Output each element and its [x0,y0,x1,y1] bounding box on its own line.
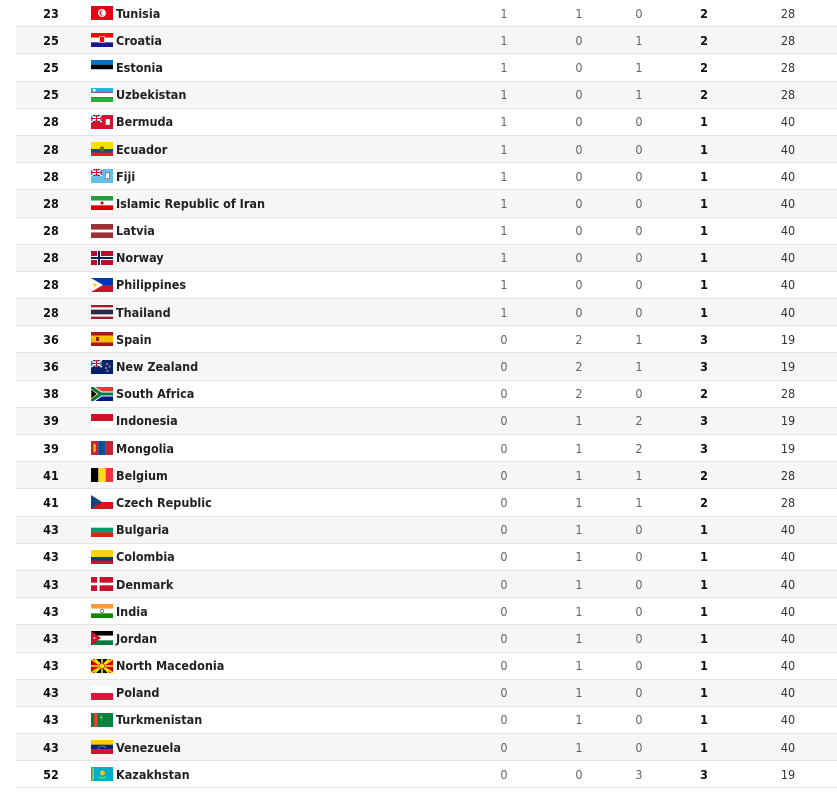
silver-count: 1 [575,576,583,592]
gold-count: 0 [500,766,508,782]
bronze-count: 0 [635,658,643,674]
silver-count: 0 [575,59,583,75]
silver-count: 1 [575,685,583,701]
table-row[interactable] [16,489,837,516]
silver-count: 0 [575,32,583,48]
total-count: 1 [700,603,708,619]
total-count: 1 [700,549,708,565]
country-name[interactable]: Czech Republic [116,494,212,510]
rank-cell: 36 [43,359,59,375]
flag-norway-icon [91,251,113,265]
silver-count: 1 [575,5,583,21]
rank-by-total: 40 [780,522,796,538]
rank-by-total: 19 [780,413,796,429]
bronze-count: 0 [635,304,643,320]
table-row[interactable] [16,0,837,27]
silver-count: 1 [575,739,583,755]
country-name[interactable]: Kazakhstan [116,766,190,782]
table-row[interactable] [16,653,837,680]
total-count: 2 [700,467,708,483]
rank-by-total: 19 [780,359,796,375]
flag-iran-icon [91,196,113,210]
flag-india-icon [91,604,113,618]
bronze-count: 0 [635,576,643,592]
gold-count: 0 [500,603,508,619]
silver-count: 1 [575,413,583,429]
table-row[interactable] [16,326,837,353]
country-name[interactable]: Norway [116,250,164,266]
rank-cell: 41 [43,494,59,510]
total-count: 2 [700,32,708,48]
bronze-count: 1 [635,87,643,103]
total-count: 1 [700,712,708,728]
country-name[interactable]: Belgium [116,467,168,483]
table-row[interactable] [16,761,837,788]
flag-estonia-icon [91,60,113,74]
rank-cell: 43 [43,739,59,755]
country-name[interactable]: Ecuador [116,141,168,157]
gold-count: 1 [500,250,508,266]
gold-count: 1 [500,32,508,48]
flag-belgium-icon [91,468,113,482]
bronze-count: 0 [635,603,643,619]
country-name[interactable]: Indonesia [116,413,178,429]
table-row[interactable] [16,680,837,707]
rank-cell: 43 [43,630,59,646]
rank-cell: 25 [43,59,59,75]
flag-bulgaria-icon [91,523,113,537]
rank-cell: 41 [43,467,59,483]
rank-by-total: 28 [780,494,796,510]
rank-cell: 38 [43,386,59,402]
rank-by-total: 40 [780,168,796,184]
rank-by-total: 40 [780,658,796,674]
bronze-count: 0 [635,739,643,755]
total-count: 1 [700,114,708,130]
bronze-count: 0 [635,386,643,402]
table-row[interactable] [16,163,837,190]
silver-count: 0 [575,87,583,103]
bronze-count: 0 [635,277,643,293]
rank-cell: 28 [43,114,59,130]
bronze-count: 1 [635,494,643,510]
rank-by-total: 28 [780,386,796,402]
country-name[interactable]: Estonia [116,59,163,75]
gold-count: 1 [500,304,508,320]
gold-count: 1 [500,87,508,103]
table-row[interactable] [16,517,837,544]
total-count: 1 [700,195,708,211]
gold-count: 0 [500,359,508,375]
gold-count: 1 [500,195,508,211]
bronze-count: 0 [635,168,643,184]
bronze-count: 0 [635,522,643,538]
total-count: 2 [700,5,708,21]
gold-count: 0 [500,413,508,429]
gold-count: 1 [500,5,508,21]
country-name[interactable]: Philippines [116,277,187,293]
gold-count: 0 [500,630,508,646]
gold-count: 0 [500,331,508,347]
flag-kazakhstan-icon [91,767,113,781]
rank-cell: 39 [43,413,59,429]
rank-cell: 43 [43,658,59,674]
rank-by-total: 28 [780,32,796,48]
silver-count: 0 [575,766,583,782]
rank-by-total: 19 [780,331,796,347]
flag-denmark-icon [91,577,113,591]
table-row[interactable] [16,54,837,81]
country-name[interactable]: Croatia [116,32,162,48]
flag-latvia-icon [91,224,113,238]
total-count: 1 [700,685,708,701]
silver-count: 0 [575,141,583,157]
gold-count: 0 [500,712,508,728]
rank-by-total: 28 [780,87,796,103]
silver-count: 2 [575,359,583,375]
table-row[interactable] [16,299,837,326]
rank-cell: 25 [43,32,59,48]
gold-count: 0 [500,440,508,456]
silver-count: 1 [575,630,583,646]
bronze-count: 1 [635,32,643,48]
country-name[interactable]: Jordan [116,630,158,646]
flag-croatia-icon [91,33,113,47]
gold-count: 0 [500,386,508,402]
rank-by-total: 40 [780,685,796,701]
country-name[interactable]: Colombia [116,549,175,565]
gold-count: 0 [500,739,508,755]
rank-cell: 39 [43,440,59,456]
silver-count: 1 [575,712,583,728]
flag-ecuador-icon [91,142,113,156]
total-count: 3 [700,440,708,456]
bronze-count: 0 [635,685,643,701]
country-name[interactable]: Bermuda [116,114,174,130]
table-row[interactable] [16,544,837,571]
gold-count: 1 [500,277,508,293]
flag-bermuda-icon [91,115,113,129]
total-count: 1 [700,277,708,293]
total-count: 3 [700,766,708,782]
table-row[interactable] [16,571,837,598]
table-row[interactable] [16,734,837,761]
gold-count: 1 [500,59,508,75]
total-count: 1 [700,223,708,239]
country-name[interactable]: Venezuela [116,739,181,755]
rank-by-total: 40 [780,712,796,728]
silver-count: 0 [575,168,583,184]
silver-count: 0 [575,304,583,320]
bronze-count: 3 [635,766,643,782]
flag-uzbekistan-icon [91,88,113,102]
silver-count: 2 [575,331,583,347]
bronze-count: 1 [635,59,643,75]
silver-count: 0 [575,223,583,239]
table-row[interactable] [16,245,837,272]
total-count: 1 [700,658,708,674]
bronze-count: 0 [635,141,643,157]
table-row[interactable] [16,353,837,380]
flag-colombia-icon [91,550,113,564]
rank-by-total: 40 [780,576,796,592]
rank-cell: 28 [43,195,59,211]
total-count: 3 [700,331,708,347]
total-count: 3 [700,359,708,375]
country-name[interactable]: Thailand [116,304,171,320]
flag-jordan-icon [91,631,113,645]
table-row[interactable] [16,27,837,54]
country-name[interactable]: Poland [116,685,160,701]
rank-cell: 52 [43,766,59,782]
rank-by-total: 40 [780,114,796,130]
country-name[interactable]: Turkmenistan [116,712,203,728]
rank-by-total: 19 [780,440,796,456]
silver-count: 1 [575,603,583,619]
flag-north-macedonia-icon [91,659,113,673]
silver-count: 2 [575,386,583,402]
rank-cell: 36 [43,331,59,347]
flag-venezuela-icon [91,740,113,754]
rank-cell: 28 [43,250,59,266]
total-count: 1 [700,250,708,266]
country-name[interactable]: Uzbekistan [116,87,187,103]
table-row[interactable] [16,598,837,625]
table-row[interactable] [16,272,837,299]
rank-by-total: 40 [780,141,796,157]
flag-fiji-icon [91,169,113,183]
rank-by-total: 40 [780,630,796,646]
total-count: 1 [700,522,708,538]
flag-czech-republic-icon [91,495,113,509]
rank-cell: 43 [43,603,59,619]
flag-mongolia-icon [91,441,113,455]
bronze-count: 2 [635,440,643,456]
silver-count: 1 [575,494,583,510]
country-name[interactable]: South Africa [116,386,195,402]
rank-by-total: 28 [780,467,796,483]
bronze-count: 0 [635,549,643,565]
country-name[interactable]: Spain [116,331,152,347]
country-name[interactable]: Fiji [116,168,136,184]
bronze-count: 1 [635,359,643,375]
rank-by-total: 28 [780,59,796,75]
bronze-count: 0 [635,250,643,266]
gold-count: 1 [500,141,508,157]
country-name[interactable]: Bulgaria [116,522,170,538]
table-row[interactable] [16,625,837,652]
total-count: 1 [700,739,708,755]
rank-by-total: 40 [780,250,796,266]
silver-count: 0 [575,250,583,266]
gold-count: 0 [500,494,508,510]
country-name[interactable]: India [116,603,148,619]
medal-table [16,0,837,788]
gold-count: 1 [500,114,508,130]
bronze-count: 0 [635,114,643,130]
bronze-count: 2 [635,413,643,429]
table-row[interactable] [16,462,837,489]
rank-cell: 28 [43,304,59,320]
flag-new-zealand-icon [91,360,113,374]
table-row[interactable] [16,408,837,435]
rank-cell: 28 [43,223,59,239]
bronze-count: 1 [635,467,643,483]
rank-cell: 43 [43,522,59,538]
rank-cell: 43 [43,576,59,592]
country-name[interactable]: Tunisia [116,5,161,21]
flag-thailand-icon [91,305,113,319]
rank-by-total: 40 [780,603,796,619]
table-row[interactable] [16,190,837,217]
silver-count: 1 [575,467,583,483]
gold-count: 0 [500,576,508,592]
bronze-count: 0 [635,5,643,21]
country-name[interactable]: New Zealand [116,359,199,375]
country-name[interactable]: Mongolia [116,440,174,456]
rank-cell: 43 [43,712,59,728]
rank-by-total: 40 [780,223,796,239]
table-row[interactable] [16,136,837,163]
rank-by-total: 40 [780,739,796,755]
total-count: 2 [700,494,708,510]
table-row[interactable] [16,707,837,734]
bronze-count: 0 [635,712,643,728]
rank-cell: 43 [43,549,59,565]
total-count: 1 [700,141,708,157]
bronze-count: 0 [635,630,643,646]
country-name[interactable]: Latvia [116,223,155,239]
bronze-count: 0 [635,223,643,239]
bronze-count: 0 [635,195,643,211]
total-count: 2 [700,59,708,75]
rank-by-total: 40 [780,304,796,320]
flag-tunisia-icon [91,6,113,20]
table-row[interactable] [16,435,837,462]
table-row[interactable] [16,381,837,408]
total-count: 2 [700,386,708,402]
flag-philippines-icon [91,278,113,292]
rank-cell: 28 [43,168,59,184]
flag-spain-icon [91,332,113,346]
silver-count: 0 [575,277,583,293]
country-name[interactable]: North Macedonia [116,658,225,674]
rank-cell: 23 [43,5,59,21]
rank-by-total: 40 [780,277,796,293]
rank-by-total: 40 [780,195,796,211]
silver-count: 1 [575,522,583,538]
rank-by-total: 40 [780,549,796,565]
silver-count: 1 [575,549,583,565]
rank-by-total: 28 [780,5,796,21]
total-count: 1 [700,630,708,646]
silver-count: 0 [575,195,583,211]
silver-count: 1 [575,440,583,456]
gold-count: 0 [500,685,508,701]
bronze-count: 1 [635,331,643,347]
flag-poland-icon [91,686,113,700]
total-count: 1 [700,168,708,184]
rank-cell: 28 [43,277,59,293]
total-count: 2 [700,87,708,103]
gold-count: 0 [500,522,508,538]
table-row[interactable] [16,82,837,109]
table-row[interactable] [16,109,837,136]
silver-count: 0 [575,114,583,130]
gold-count: 0 [500,658,508,674]
rank-by-total: 19 [780,766,796,782]
gold-count: 1 [500,223,508,239]
total-count: 3 [700,413,708,429]
table-row[interactable] [16,218,837,245]
rank-cell: 28 [43,141,59,157]
gold-count: 0 [500,549,508,565]
gold-count: 0 [500,467,508,483]
flag-turkmenistan-icon [91,713,113,727]
total-count: 1 [700,304,708,320]
flag-indonesia-icon [91,414,113,428]
flag-south-africa-icon [91,387,113,401]
silver-count: 1 [575,658,583,674]
rank-cell: 25 [43,87,59,103]
rank-cell: 43 [43,685,59,701]
total-count: 1 [700,576,708,592]
country-name[interactable]: Denmark [116,576,174,592]
country-name[interactable]: Islamic Republic of Iran [116,195,265,211]
gold-count: 1 [500,168,508,184]
